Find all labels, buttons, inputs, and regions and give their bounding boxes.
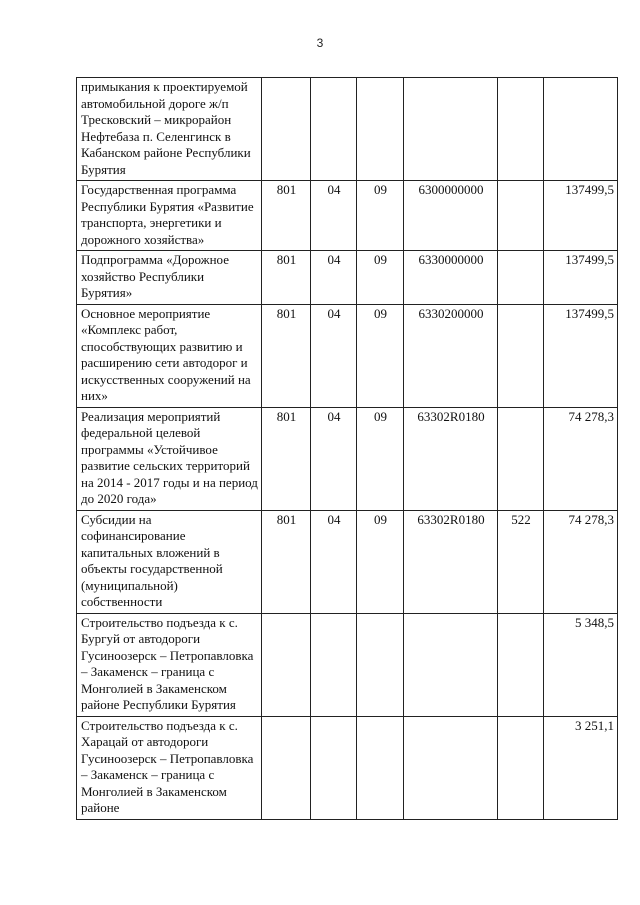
cell-section: 04 (311, 510, 357, 613)
cell-expense-type (498, 304, 544, 407)
cell-section (311, 716, 357, 819)
cell-grbs (262, 78, 311, 181)
cell-sum: 3 251,1 (544, 716, 618, 819)
cell-target-article: 63302R0180 (404, 407, 498, 510)
cell-subsection: 09 (357, 304, 404, 407)
cell-sum: 137499,5 (544, 181, 618, 251)
cell-sum (544, 78, 618, 181)
cell-sum: 74 278,3 (544, 510, 618, 613)
cell-expense-type (498, 181, 544, 251)
cell-section: 04 (311, 181, 357, 251)
cell-name: Строительство подъезда к с. Харацай от автодороги Гусиноозерск – Петропавловка – Закаменск – граница с Монголией в Закаменском районе (77, 716, 262, 819)
cell-name: Государственная программа Республики Бурятия «Развитие транспорта, энергетики и дорожного хозяйства» (77, 181, 262, 251)
cell-subsection (357, 716, 404, 819)
cell-expense-type (498, 613, 544, 716)
cell-grbs: 801 (262, 407, 311, 510)
cell-subsection: 09 (357, 407, 404, 510)
cell-grbs (262, 716, 311, 819)
cell-subsection: 09 (357, 510, 404, 613)
cell-name: примыкания к проектируемой автомобильной дороге ж/п Тресковский – микрорайон Нефтебаза п. Селенгинск в Кабанском районе Республики Бурятия (77, 78, 262, 181)
cell-section: 04 (311, 304, 357, 407)
cell-section (311, 613, 357, 716)
cell-sum: 5 348,5 (544, 613, 618, 716)
cell-expense-type: 522 (498, 510, 544, 613)
cell-grbs: 801 (262, 510, 311, 613)
cell-grbs: 801 (262, 181, 311, 251)
cell-name: Строительство подъезда к с. Бургуй от автодороги Гусиноозерск – Петропавловка – Закаменск – граница с Монголией в Закаменском районе Республики Бурятия (77, 613, 262, 716)
cell-subsection: 09 (357, 251, 404, 305)
table-row (77, 716, 618, 819)
cell-expense-type (498, 407, 544, 510)
table-row (77, 613, 618, 716)
cell-expense-type (498, 251, 544, 305)
cell-target-article: 63302R0180 (404, 510, 498, 613)
cell-target-article (404, 613, 498, 716)
table-row (77, 407, 618, 510)
table-row (77, 181, 618, 251)
cell-name: Субсидии на софинансирование капитальных вложений в объекты государственной (муниципальной) собственности (77, 510, 262, 613)
cell-subsection: 09 (357, 181, 404, 251)
cell-subsection (357, 78, 404, 181)
table-row (77, 251, 618, 305)
cell-name: Подпрограмма «Дорожное хозяйство Республики Бурятия» (77, 251, 262, 305)
cell-section (311, 78, 357, 181)
cell-name: Основное мероприятие «Комплекс работ, способствующих развитию и расширению сети автодорог и искусственных сооружений на них» (77, 304, 262, 407)
cell-subsection (357, 613, 404, 716)
cell-name: Реализация мероприятий федеральной целевой программы «Устойчивое развитие сельских территорий на 2014 - 2017 годы и на период до 2020 года» (77, 407, 262, 510)
cell-section: 04 (311, 251, 357, 305)
cell-target-article (404, 716, 498, 819)
cell-target-article: 6330200000 (404, 304, 498, 407)
cell-sum: 137499,5 (544, 304, 618, 407)
cell-target-article: 6300000000 (404, 181, 498, 251)
table-row (77, 78, 618, 181)
budget-table (76, 77, 618, 820)
table-row (77, 510, 618, 613)
table-row (77, 304, 618, 407)
cell-section: 04 (311, 407, 357, 510)
page-number: 3 (316, 36, 324, 50)
cell-target-article: 6330000000 (404, 251, 498, 305)
cell-expense-type (498, 78, 544, 181)
cell-grbs: 801 (262, 251, 311, 305)
cell-target-article (404, 78, 498, 181)
cell-sum: 137499,5 (544, 251, 618, 305)
cell-grbs (262, 613, 311, 716)
cell-expense-type (498, 716, 544, 819)
cell-sum: 74 278,3 (544, 407, 618, 510)
cell-grbs: 801 (262, 304, 311, 407)
